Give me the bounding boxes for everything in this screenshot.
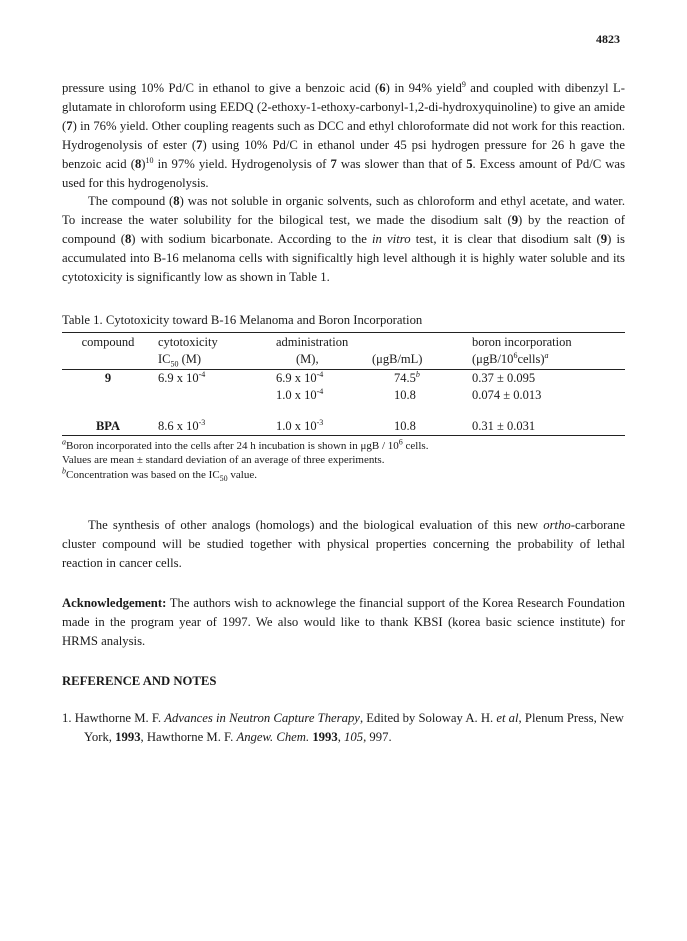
superscript: -3 bbox=[316, 417, 324, 427]
cell-boron: 0.074 ± 0.013 bbox=[472, 387, 542, 402]
cell-admin-m bbox=[272, 369, 368, 387]
superscript: -3 bbox=[198, 417, 206, 427]
footnote-mark: a bbox=[544, 350, 549, 360]
text-run: 1.0 x 10 bbox=[276, 418, 317, 433]
superscript: -4 bbox=[198, 369, 206, 379]
text-run: ) in 76% yield. Other coupling reagents such as DCC and ethyl chloroformate did not work for this reaction. Hydrogenolysis of ester ( bbox=[62, 118, 625, 152]
references-heading: REFERENCE AND NOTES bbox=[62, 673, 217, 688]
subheader-ic50 bbox=[154, 351, 272, 370]
italic-term: ortho bbox=[543, 518, 571, 533]
text-run: pressure using 10% Pd/C in ethanol to give a benzoic acid ( bbox=[62, 81, 380, 95]
citation-ref: 10 bbox=[145, 155, 154, 165]
text-run: and coupled with dibenzyl L-glutamate in chloroform using EEDQ (2-ethoxy-1-ethoxy-carbonyl-1,2-di-hydroxyquinoline) to give an amide ( bbox=[62, 81, 625, 133]
text-run: (M) bbox=[178, 351, 202, 366]
col-header-cytotoxicity: cytotoxicity bbox=[154, 332, 272, 351]
paragraph-future-work bbox=[62, 516, 625, 573]
cell-admin-ug bbox=[368, 387, 468, 404]
table-footnote-plain: Values are mean ± standard deviation of an average of three experiments. bbox=[62, 454, 385, 467]
superscript: 6 bbox=[398, 437, 403, 447]
text-run: 10.8 bbox=[394, 418, 416, 433]
compound-ref: 8 bbox=[124, 232, 132, 247]
italic-term: Angew. Chem. bbox=[236, 729, 310, 744]
col-header-compound: compound bbox=[62, 332, 154, 351]
table-footnote-b bbox=[62, 468, 625, 483]
text-run: in 97% yield. Hydrogenolysis of bbox=[153, 156, 331, 171]
subscript: 50 bbox=[219, 474, 228, 484]
compound-ref: 8 bbox=[173, 194, 180, 209]
compound-ref: 5 bbox=[466, 156, 473, 171]
ref-year: 1993 bbox=[115, 729, 141, 744]
subscript: 50 bbox=[170, 359, 179, 369]
cell-admin-m bbox=[272, 387, 368, 404]
acknowledgement bbox=[62, 594, 625, 651]
text-run: 1. Hawthorne M. F. bbox=[62, 710, 165, 725]
text-run: , 997. bbox=[363, 729, 392, 744]
cell-boron: 0.37 ± 0.095 bbox=[472, 370, 536, 385]
footnote-mark: b bbox=[415, 369, 420, 379]
compound-ref: 8 bbox=[134, 156, 142, 171]
text-run: -carborane cluster compound will be studied together with physical properties concerning the probability of lethal reaction in cancer cells. bbox=[62, 518, 625, 571]
cell-cytotoxicity bbox=[154, 404, 272, 436]
text-run: , bbox=[337, 729, 345, 744]
text-run: ) is accumulated into B-16 melanoma cells with significaltly high level although it is highly water soluble and its cytotoxicity is significantly low as shown in Table 1. bbox=[62, 232, 625, 285]
text-run: , Plenum Press, New York, bbox=[84, 710, 624, 744]
text-run: 1.0 x 10 bbox=[276, 387, 317, 402]
italic-term: Advances in Neutron Capture Therapy bbox=[164, 710, 360, 725]
col-header-blank bbox=[368, 332, 468, 351]
cell-boron: 0.31 ± 0.031 bbox=[468, 404, 625, 436]
cell-admin-ug bbox=[368, 369, 468, 387]
subheader-empty bbox=[62, 351, 154, 370]
cytotoxicity-table bbox=[62, 332, 625, 436]
cell-cytotoxicity bbox=[154, 369, 272, 387]
paragraph-synthesis bbox=[62, 79, 625, 192]
text-run: 6.9 x 10 bbox=[158, 370, 199, 385]
text-run: Boron incorporated into the cells after 24 h incubation is shown in μgB / 10 bbox=[66, 439, 399, 452]
paragraph-solubility bbox=[62, 192, 625, 287]
subheader-admin-m: (M), bbox=[272, 351, 368, 370]
italic-term: in vitro bbox=[372, 232, 411, 247]
text-run: , Hawthorne M. F. bbox=[140, 729, 237, 744]
table-footnote-a bbox=[62, 439, 625, 454]
cell-cytotoxicity bbox=[154, 387, 272, 404]
table-subheader-row bbox=[62, 351, 625, 370]
table-header-row bbox=[62, 332, 625, 351]
cell-admin-m bbox=[272, 404, 368, 436]
text-run: was slower than that of bbox=[336, 156, 467, 171]
text-run: 74.5 bbox=[394, 370, 416, 385]
italic-term: 105 bbox=[344, 729, 364, 744]
cell-compound: BPA bbox=[62, 404, 154, 436]
subheader-admin-ug: (μgB/mL) bbox=[368, 351, 468, 370]
col-header-boron: boron incorporation bbox=[468, 332, 625, 351]
superscript: -4 bbox=[316, 369, 324, 379]
table-row bbox=[62, 369, 625, 387]
text-run: ) with sodium bicarbonate. According to the bbox=[131, 232, 373, 247]
table-row bbox=[62, 387, 625, 404]
table-caption: Table 1. Cytotoxicity toward B-16 Melanoma and Boron Incorporation bbox=[62, 312, 423, 327]
compound-ref: 7 bbox=[196, 137, 203, 152]
cell-compound: 9 bbox=[104, 370, 112, 385]
text-run: value. bbox=[227, 468, 257, 481]
text-run: 8.6 x 10 bbox=[158, 418, 199, 433]
superscript: 6 bbox=[513, 350, 518, 360]
ack-label: Acknowledgement: bbox=[62, 596, 167, 611]
text-run: cells. bbox=[402, 439, 429, 452]
text-run: ) was not soluble in organic solvents, such as chloroform and ethyl acetate, and water. To increase the water solubility for the bilogical test, we made the disodium salt ( bbox=[62, 194, 625, 228]
text-run: The authors wish to acknowlege the financial support of the Korea Research Foundation made in the program year of 1997. We also would like to thank KBSI (korea basic science institute) for HRMS analysis. bbox=[62, 596, 625, 648]
text-run: . Excess amount of Pd/C was used for this hydrogenolysis. bbox=[62, 156, 626, 190]
text-run: The synthesis of other analogs (homologs) and the biological evaluation of this new bbox=[88, 518, 544, 533]
reference-item bbox=[62, 709, 625, 747]
compound-ref: 9 bbox=[600, 232, 608, 247]
citation-ref: 9 bbox=[461, 79, 466, 89]
col-header-administration: administration bbox=[272, 332, 368, 351]
cell-admin-ug bbox=[368, 404, 468, 436]
text-run: 6.9 x 10 bbox=[276, 370, 317, 385]
italic-term: et al bbox=[496, 710, 519, 725]
text-run: ) using 10% Pd/C in ethanol under 45 psi hydrogen pressure for 26 h gave the benzoic acid ( bbox=[62, 137, 625, 171]
page-number: 4823 bbox=[596, 32, 620, 46]
subheader-boron-unit bbox=[468, 351, 625, 370]
superscript: -4 bbox=[316, 386, 324, 396]
text-run: ) by the reaction of compound ( bbox=[62, 213, 626, 247]
text-run: test, it is clear that disodium salt ( bbox=[410, 232, 601, 247]
footnote-mark: b bbox=[62, 466, 66, 476]
text-run: 10.8 bbox=[394, 387, 416, 402]
cell-compound bbox=[62, 387, 154, 404]
text-run: (μgB/10 bbox=[472, 351, 514, 366]
text-run: , Edited by Soloway A. H. bbox=[359, 710, 497, 725]
page-content bbox=[62, 79, 625, 747]
compound-ref: 9 bbox=[511, 213, 519, 228]
text-run: ) in 94% yield bbox=[385, 81, 462, 95]
footnote-mark: a bbox=[62, 437, 66, 447]
ref-year: 1993 bbox=[312, 729, 338, 744]
compound-ref: 7 bbox=[66, 118, 73, 133]
text-run: The compound ( bbox=[88, 194, 174, 209]
text-run: cells) bbox=[517, 351, 545, 366]
compound-ref: 7 bbox=[330, 156, 337, 171]
text-run: ) bbox=[141, 156, 146, 171]
text-run: Concentration was based on the IC bbox=[66, 468, 220, 481]
text-run: IC bbox=[158, 351, 171, 366]
table-row bbox=[62, 404, 625, 436]
compound-ref: 6 bbox=[379, 81, 386, 95]
